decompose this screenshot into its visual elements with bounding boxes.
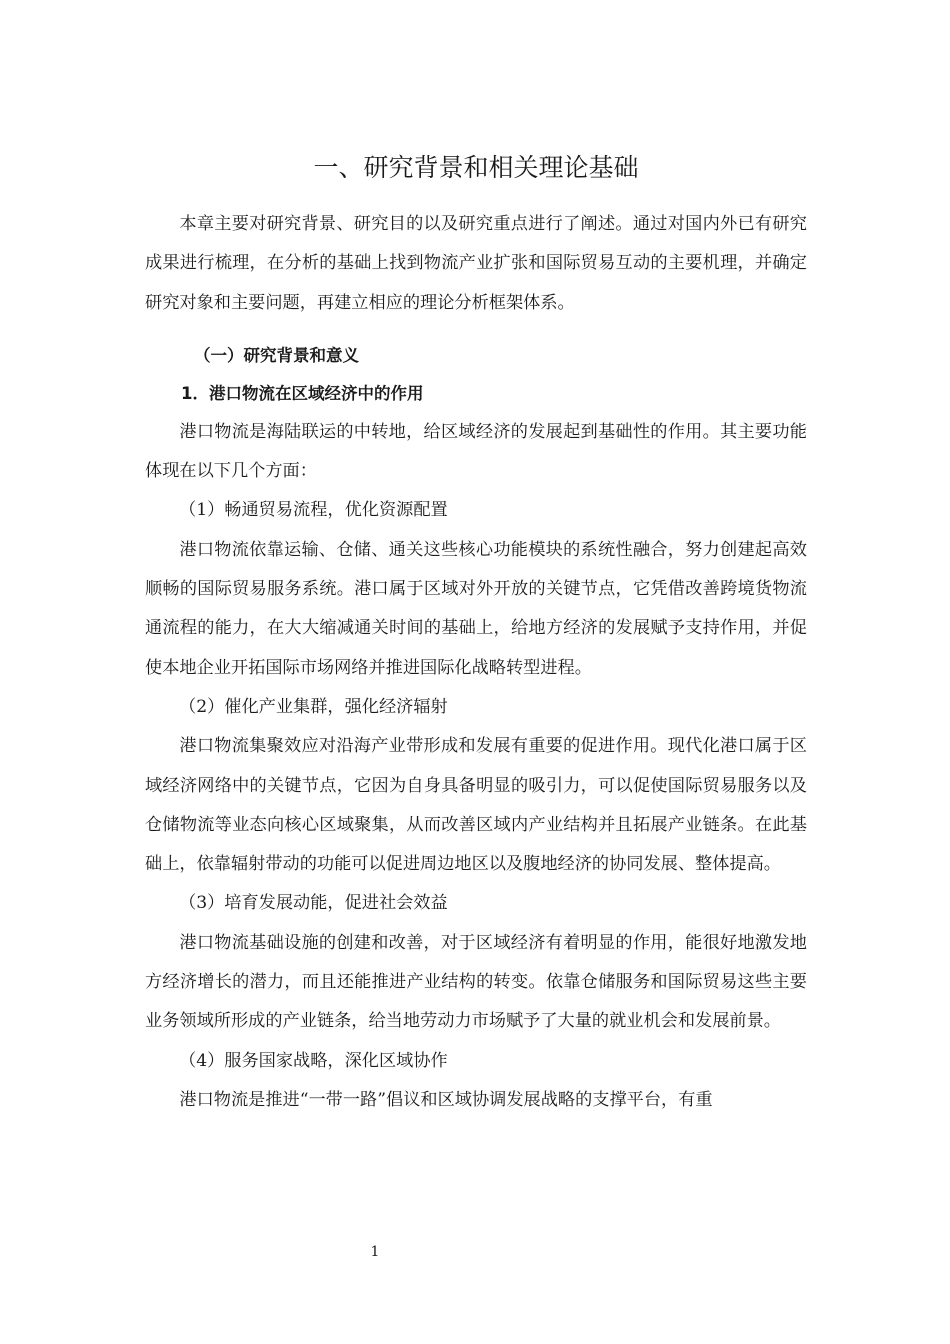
item-paragraph-2: 港口物流集聚效应对沿海产业带形成和发展有重要的促进作用。现代化港口属于区域经济网络中的关键节点，它因为自身具备明显的吸引力，可以促使国际贸易服务以及仓储物流等业态向核心区域聚集，从而改善区域内产业结构并且拓展产业链条。在此基础上，依靠辐射带动的功能可以促进周边地区以及腹地经济的协同发展、整体提高。	[145, 736, 807, 875]
paragraph-port-logistics: 港口物流是海陆联运的中转地，给区域经济的发展起到基础性的作用。其主要功能体现在以下几个方面：	[145, 421, 807, 482]
document-page	[145, 0, 807, 1344]
page-number: 1	[370, 1244, 380, 1260]
chapter-title: 一、研究背景和相关理论基础	[313, 153, 639, 182]
item-paragraph-3: 港口物流基础设施的创建和改善，对于区域经济有着明显的作用，能很好地激发地方经济增长的潜力，而且还能推进产业结构的转变。依靠仓储服务和国际贸易这些主要业务领域所形成的产业链条，给当地劳动力市场赋予了大量的就业机会和发展前景。	[145, 932, 807, 1032]
item-paragraph-1: 港口物流依靠运输、仓储、通关这些核心功能模块的系统性融合，努力创建起高效顺畅的国际贸易服务系统。港口属于区域对外开放的关键节点，它凭借改善跨境货物流通流程的能力，在大大缩减通关时间的基础上，给地方经济的发展赋予支持作用，并促使本地企业开拓国际市场网络并推进国际化战略转型进程。	[145, 539, 807, 678]
item-paragraph-4: 港口物流是推进“一带一路”倡议和区域协调发展战略的支撑平台，有重	[179, 1089, 713, 1110]
item-heading-3: （3）培育发展动能，促进社会效益	[179, 893, 448, 914]
subsection-heading: 1．港口物流在区域经济中的作用	[181, 383, 424, 403]
intro-paragraph: 本章主要对研究背景、研究目的以及研究重点进行了阐述。通过对国内外已有研究成果进行梳理，在分析的基础上找到物流产业扩张和国际贸易互动的主要机理，并确定研究对象和主要问题，再建立相应的理论分析框架体系。	[145, 214, 807, 313]
item-heading-1: （1）畅通贸易流程，优化资源配置	[179, 500, 448, 521]
item-heading-2: （2）催化产业集群，强化经济辐射	[179, 696, 448, 717]
section-heading: （一）研究背景和意义	[194, 345, 359, 365]
item-heading-4: （4）服务国家战略，深化区域协作	[179, 1050, 448, 1071]
document-body	[145, 205, 807, 1120]
